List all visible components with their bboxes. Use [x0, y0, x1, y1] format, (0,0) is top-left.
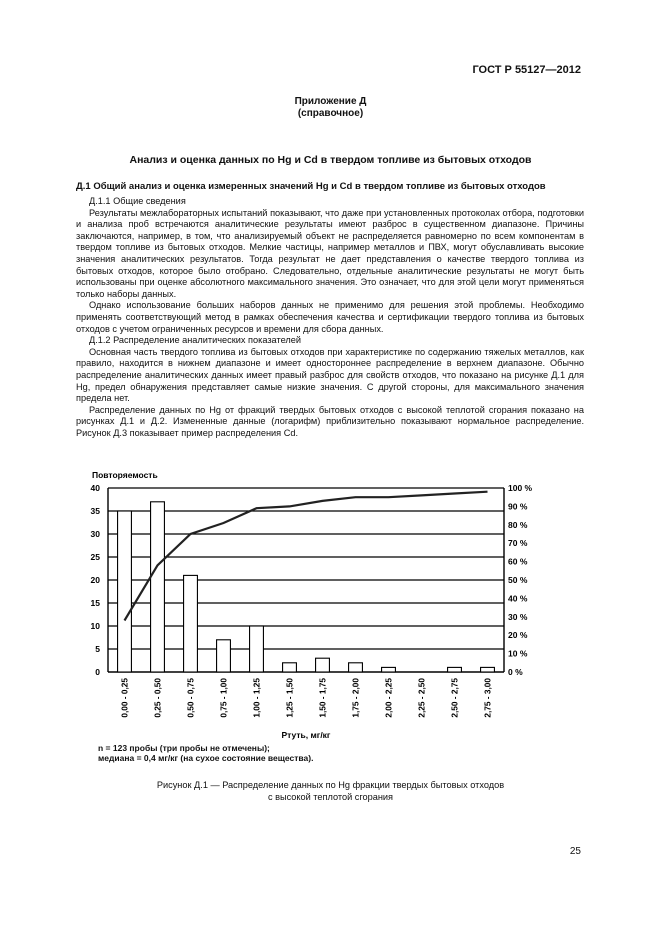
- bar: [316, 658, 330, 672]
- bar: [217, 640, 231, 672]
- caption-line-1: Рисунок Д.1 — Распределение данных по Hg фракции твердых бытовых отходов: [156, 780, 505, 790]
- paragraph: Распределение данных по Hg от фракций твердых бытовых отходов с высокой теплотой сгорания показано на рисунках Д.1 и Д.2. Измененные данные (логарифм) приблизительно показывают нормальное распределение. Рисунок Д.3 показывает пример распределения Cd.: [76, 404, 584, 438]
- x-tick-label: 2,75 - 3,00: [482, 678, 493, 718]
- y-tick-label: 20: [90, 575, 100, 585]
- bar: [250, 626, 264, 672]
- bar: [151, 502, 165, 672]
- x-tick-label: 1,25 - 1,50: [284, 678, 295, 718]
- chart-note-median: медиана = 0,4 мг/кг (на сухое состояние вещества).: [98, 753, 314, 763]
- x-tick-label: 1,75 - 2,00: [350, 678, 361, 718]
- appendix-title: Приложение Д: [294, 96, 367, 107]
- x-axis-label: Ртуть, мг/кг: [281, 730, 331, 740]
- y-tick-label: 15: [90, 598, 100, 608]
- x-tick-label: 0,00 - 0,25: [119, 678, 130, 718]
- histogram-chart: [70, 466, 570, 766]
- bar: [184, 575, 198, 672]
- x-tick-label: 2,50 - 2,75: [449, 678, 460, 718]
- y2-axis-ticks: [508, 483, 533, 677]
- y-tick-label: 30: [90, 529, 100, 539]
- y-tick-label: 40: [90, 483, 100, 493]
- y2-tick-label: 80 %: [508, 519, 528, 530]
- y2-tick-label: 60 %: [508, 556, 528, 567]
- x-tick-label: 2,00 - 2,25: [383, 678, 394, 718]
- bar: [382, 667, 396, 672]
- subsection-d12-heading: Д.1.2 Распределение аналитических показателей: [89, 335, 301, 346]
- paragraph: Основная часть твердого топлива из бытовых отходов при характеристике по содержанию тяжелых металлов, как правило, находится в нижнем диапазоне и имеет одностороннее распределение в верхнем диапазоне. Обычно распределение аналитических данных имеет правый разброс для свойств отходов, что показано на рисунке Д.1 для Hg, предел обнаружения представляет самые низкие значения. С другой стороны, для максимального значения предела нет.: [76, 346, 584, 404]
- y-axis-ticks: [91, 483, 101, 677]
- figure-caption: [0, 779, 661, 803]
- appendix-kind: (справочное): [297, 108, 364, 119]
- y2-tick-label: 90 %: [508, 501, 528, 512]
- y-tick-label: 0: [95, 667, 100, 677]
- main-title: Анализ и оценка данных по Hg и Cd в твердом топливе из бытовых отходов: [129, 154, 532, 166]
- y2-tick-label: 10 %: [508, 648, 528, 659]
- y-axis-label: Повторяемость: [92, 470, 158, 480]
- bar: [481, 667, 495, 672]
- appendix-heading: [0, 96, 661, 120]
- y2-tick-label: 0 %: [508, 667, 523, 677]
- section-d1-heading: Д.1 Общий анализ и оценка измеренных значений Hg и Cd в твердом топливе из бытовых отходов: [76, 181, 546, 192]
- chart-grid: [108, 488, 504, 672]
- y2-tick-label: 30 %: [508, 611, 528, 622]
- y-tick-label: 25: [90, 552, 100, 562]
- paragraph: Однако использование больших наборов данных не применимо для решения этой проблемы. Необходимо применять соответствующий метод в рамках обеспечения качества и сертификации твердого топлива из бытовых отходов с учетом ограниченных ресурсов и времени для сбора данных.: [76, 300, 584, 334]
- x-tick-label: 0,50 - 0,75: [185, 678, 196, 718]
- x-axis-ticks: [120, 678, 493, 718]
- bar: [349, 663, 363, 672]
- x-tick-label: 1,00 - 1,25: [251, 678, 262, 718]
- chart-bars: [118, 502, 495, 672]
- chart-note-count: n = 123 пробы (три пробы не отмечены);: [98, 743, 270, 753]
- x-tick-label: 2,25 - 2,50: [416, 678, 427, 718]
- x-tick-label: 0,75 - 1,00: [218, 678, 229, 718]
- y2-tick-label: 20 %: [508, 630, 528, 641]
- x-tick-label: 1,50 - 1,75: [317, 678, 328, 718]
- y-tick-label: 35: [90, 506, 100, 516]
- subsection-d11-heading: Д.1.1 Общие сведения: [89, 196, 186, 206]
- y2-tick-label: 100 %: [508, 483, 533, 493]
- bar: [448, 667, 462, 672]
- y2-tick-label: 40 %: [508, 593, 528, 604]
- y2-tick-label: 70 %: [508, 538, 528, 549]
- paragraph: Результаты межлабораторных испытаний показывают, что даже при установленных протоколах отбора, подготовки и анализа проб встречаются аналитические результаты имеют разброс в существенном диапазоне. Причины заключаются, например, в том, что анализируемый объект не распределяется равномерно по всем компонентам в твердом топливе из бытовых отходов. Мелкие частицы, например металлов и ПВХ, могут обуславливать высокие значения аналитических результатов. Тогда результат не дает представления о качестве твердого топлива из бытовых отходов, которое было отобрано. Следовательно, отдельные аналитические результаты не могут быть использованы при оценке абсолютного максимального значения. Это означает, что для этой цели могут применяться только наборы данных.: [76, 207, 584, 299]
- y-tick-label: 10: [90, 621, 100, 631]
- caption-line-2: с высокой теплотой сгорания: [267, 792, 394, 802]
- standard-number: ГОСТ Р 55127—2012: [472, 64, 581, 76]
- bar: [118, 511, 132, 672]
- y2-tick-label: 50 %: [508, 575, 528, 585]
- body-text: [76, 196, 584, 439]
- page-number: 25: [569, 846, 581, 857]
- y-tick-label: 5: [95, 644, 100, 654]
- x-tick-label: 0,25 - 0,50: [152, 678, 163, 718]
- bar: [283, 663, 297, 672]
